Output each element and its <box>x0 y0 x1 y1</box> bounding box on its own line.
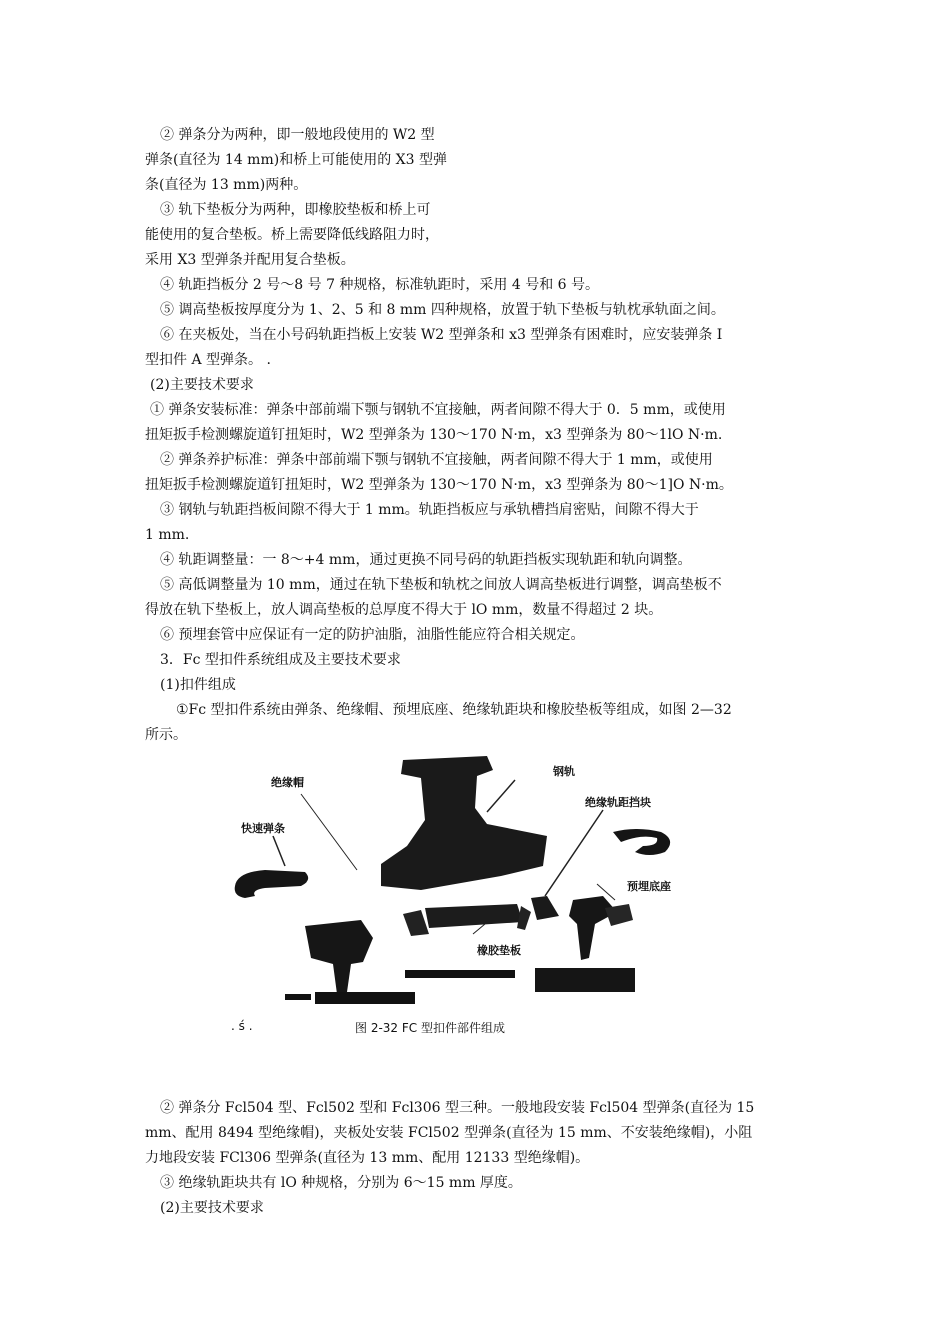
paragraph-line: 扭矩扳手检测螺旋道钉扭矩时，W2 型弹条为 130～170 N·m，x3 型弹条为 80～1lO N·m. <box>145 427 723 443</box>
paragraph-line: ② 弹条养护标准：弹条中部前端下颚与钢轨不宜接触，两者间隙不得大于 1 mm，或使用 <box>160 452 713 468</box>
paragraph-line: ④ 轨距挡板分 2 号～8 号 7 种规格，标准轨距时，采用 4 号和 6 号。 <box>160 277 600 293</box>
paragraph-line: ③ 绝缘轨距块共有 lO 种规格，分别为 6～15 mm 厚度。 <box>160 1175 522 1191</box>
paragraph-line: 力地段安装 FCl306 型弹条(直径为 13 mm、配用 12133 型绝缘帽)。 <box>145 1150 590 1166</box>
rubber-pad-edge <box>517 906 531 930</box>
paragraph-line: ② 弹条分 Fcl504 型、Fcl502 型和 Fcl306 型三种。一般地段安装 Fcl504 型弹条(直径为 15 <box>160 1100 755 1116</box>
section-heading: (2)主要技术要求 <box>150 377 254 393</box>
paragraph-line: ①Fc 型扣件系统由弹条、绝缘帽、预埋底座、绝缘轨距块和橡胶垫板等组成，如图 2—32 <box>176 702 732 718</box>
fast-clip-right <box>613 829 670 855</box>
paragraph-line: 扭矩扳手检测螺旋道钉扭矩时，W2 型弹条为 130～170 N·m，x3 型弹条为 80～1]O N·m。 <box>145 477 733 493</box>
paragraph-line: 型扣件 A 型弹条。 . <box>145 352 271 368</box>
leader-line <box>273 836 285 866</box>
figure-caption: 图 2-32 FC 型扣件部件组成 <box>355 1021 505 1035</box>
paragraph-line: 采用 X3 型弹条并配用复合垫板。 <box>145 252 355 268</box>
paragraph-line: ① 弹条安装标准：弹条中部前端下颚与钢轨不宜接触，两者间隙不得大于 0．5 mm，或使用 <box>150 402 726 418</box>
fastener-exploded-illustration <box>225 748 695 1048</box>
rubber-pad-edge <box>403 910 429 936</box>
gauge-block-shape <box>531 896 559 920</box>
paragraph-line: ⑥ 预埋套管中应保证有一定的防护油脂，油脂性能应符合相关规定。 <box>160 627 585 643</box>
paragraph-line: ⑤ 调高垫板按厚度分为 1、2、5 和 8 mm 四种规格，放置于轨下垫板与轨枕承轨面之间。 <box>160 302 725 318</box>
subsection-heading: (1)扣件组成 <box>160 677 236 693</box>
label-rubber-pad: 橡胶垫板 <box>477 944 521 957</box>
paragraph-line: 弹条(直径为 14 mm)和桥上可能使用的 X3 型弹 <box>145 152 447 168</box>
label-insulating-cap: 绝缘帽 <box>271 776 304 789</box>
leader-line <box>473 924 485 934</box>
paragraph-line: ⑤ 高低调整量为 10 mm，通过在轨下垫板和轨枕之间放人调高垫板进行调整，调高垫板不 <box>160 577 722 593</box>
paragraph-line: 得放在轨下垫板上，放人调高垫板的总厚度不得大于 lO mm，数量不得超过 2 块。 <box>145 602 663 618</box>
label-fast-clip: 快速弹条 <box>241 822 285 835</box>
rail-shape <box>381 756 547 890</box>
leader-line <box>545 810 603 896</box>
fast-clip-left <box>235 870 308 898</box>
embedded-base-right <box>569 896 617 960</box>
paragraph-line: mm、配用 8494 型绝缘帽)，夹板处安装 FCl502 型弹条(直径为 15 mm、不安装绝缘帽)，小阻 <box>145 1125 753 1141</box>
paragraph-line: ③ 钢轨与轨距挡板间隙不得大于 1 mm。轨距挡板应与承轨槽挡肩密贴，间隙不得大于 <box>160 502 699 518</box>
paragraph-line: ③ 轨下垫板分为两种，即橡胶垫板和桥上可 <box>160 202 431 218</box>
paragraph-line: 能使用的复合垫板。桥上需要降低线路阻力时， <box>145 227 439 243</box>
sleeper-bar <box>285 994 311 1000</box>
sleeper-bar <box>315 992 415 1004</box>
rubber-pad-shape <box>425 904 523 928</box>
label-embedded-base: 预埋底座 <box>627 880 671 893</box>
paragraph-line: 1 mm. <box>145 527 190 543</box>
label-rail: 钢轨 <box>553 765 575 778</box>
paragraph-line: 所示。 <box>145 727 187 743</box>
figure-fc-fastener <box>225 748 695 1048</box>
label-insulating-gauge-block: 绝缘轨距挡块 <box>585 796 651 809</box>
leader-line <box>487 780 515 812</box>
subsection-heading: (2)主要技术要求 <box>160 1200 264 1216</box>
embedded-base-left <box>305 920 373 994</box>
sleeper-bar <box>405 970 515 978</box>
paragraph-line: ② 弹条分为两种，即一般地段使用的 W2 型 <box>160 127 435 143</box>
section-heading: 3．Fc 型扣件系统组成及主要技术要求 <box>160 652 401 668</box>
paragraph-line: ④ 轨距调整量：一 8～+4 mm，通过更换不同号码的轨距挡板实现轨距和轨向调整。 <box>160 552 692 568</box>
caption-marks: . ś . <box>231 1019 253 1033</box>
leader-line <box>301 794 357 870</box>
paragraph-line: 条(直径为 13 mm)两种。 <box>145 177 308 193</box>
paragraph-line: ⑥ 在夹板处，当在小号码轨距挡板上安装 W2 型弹条和 x3 型弹条有困难时，应安装弹条 I <box>160 327 723 343</box>
sleeper-bar <box>535 968 635 992</box>
